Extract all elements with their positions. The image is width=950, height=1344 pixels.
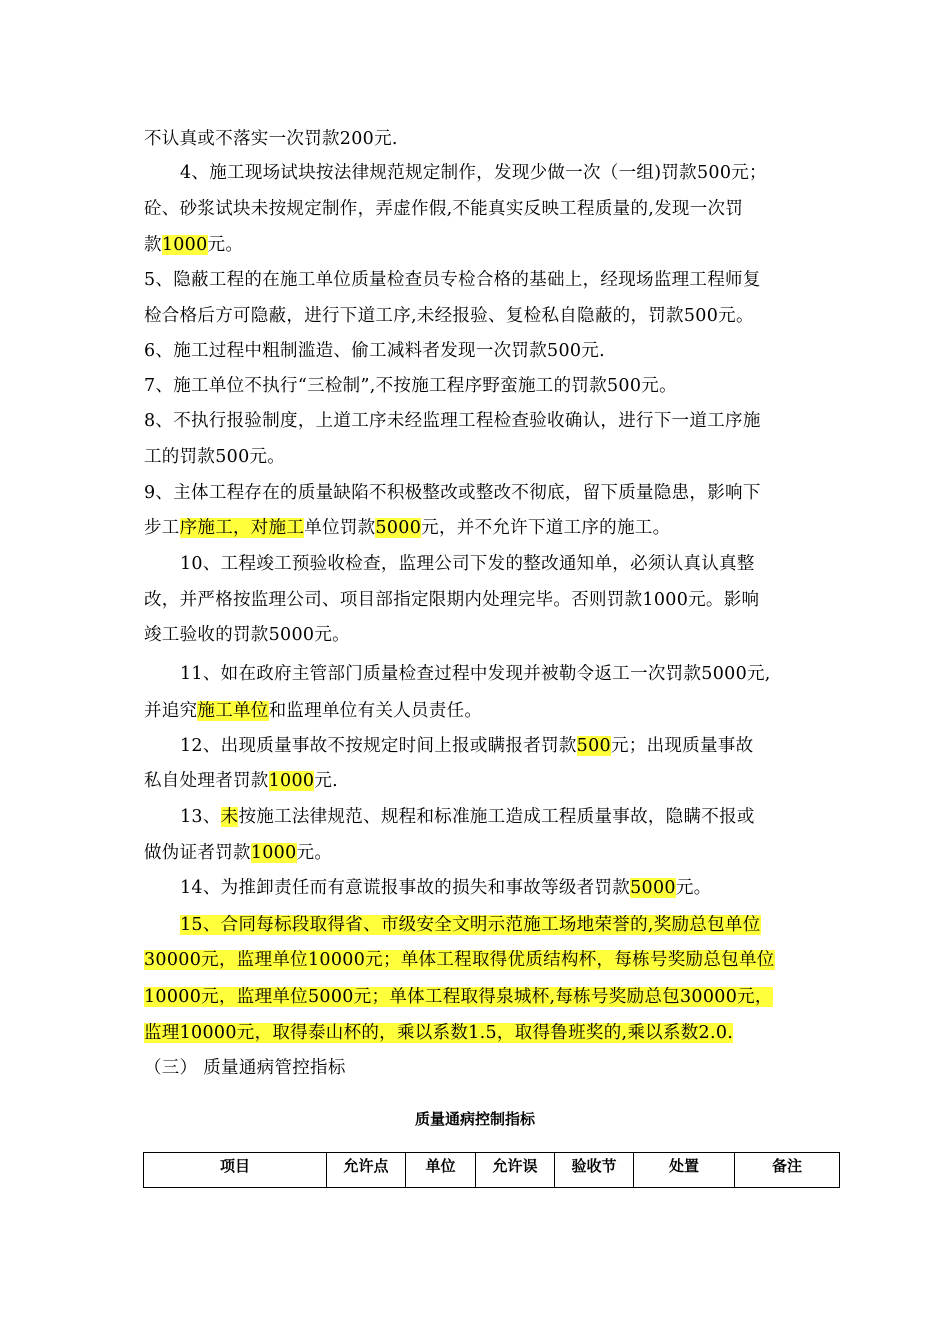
- text-line: 7、施工单位不执行“三检制”,不按施工程序野蛮施工的罚款500元。: [144, 376, 677, 396]
- table-header-row: [144, 1153, 840, 1188]
- text-line: 改，并严格按监理公司、项目部指定限期内处理完毕。否则罚款1000元。影响: [144, 590, 760, 610]
- text-line: 并追究施工单位和监理单位有关人员责任。: [144, 701, 483, 721]
- column-header: 验收节: [555, 1153, 634, 1188]
- text-line: 不认真或不落实一次罚款200元.: [144, 129, 398, 149]
- text-line: 14、为推卸责任而有意谎报事故的损失和事故等级者罚款5000元。: [180, 878, 712, 898]
- text-line: 13、未按施工法律规范、规程和标准施工造成工程质量事故，隐瞒不报或: [180, 807, 755, 827]
- text-line: 9、主体工程存在的质量缺陷不积极整改或整改不彻底，留下质量隐患，影响下: [144, 483, 761, 503]
- text-line: 砼、砂浆试块未按规定制作，弄虚作假,不能真实反映工程质量的,发现一次罚: [144, 199, 744, 219]
- text-line: 款1000元。: [144, 235, 244, 255]
- text-line: 12、出现质量事故不按规定时间上报或瞒报者罚款500元；出现质量事故: [180, 736, 754, 756]
- highlight: 10000元，监理单位5000元；单体工程取得泉城杯,每栋号奖励总包30000元，: [144, 987, 773, 1007]
- section-heading: （三） 质量通病管控指标: [144, 1058, 346, 1078]
- highlight: 施工单位: [197, 701, 269, 721]
- column-header: 单位: [406, 1153, 476, 1188]
- text-line: 竣工验收的罚款5000元。: [144, 625, 350, 645]
- indicators-table: [143, 1152, 840, 1188]
- highlight: 未: [220, 807, 239, 827]
- text-line: 5、隐蔽工程的在施工单位质量检查员专检合格的基础上，经现场监理工程师复: [144, 270, 761, 290]
- text-line: 8、不执行报验制度，上道工序未经监理工程检查验收确认，进行下一道工序施: [144, 411, 761, 431]
- column-header: 项目: [144, 1153, 327, 1188]
- text-line: 11、如在政府主管部门质量检查过程中发现并被勒令返工一次罚款5000元,: [180, 664, 771, 684]
- table-title: 质量通病控制指标: [414, 1110, 535, 1128]
- text-line: 4、施工现场试块按法律规范规定制作，发现少做一次（一组)罚款500元；: [180, 163, 767, 183]
- highlight: 15、合同每标段取得省、市级安全文明示范施工场地荣誉的,奖励总包单位: [180, 915, 761, 935]
- text-line: 检合格后方可隐蔽，进行下道工序,未经报验、复检私自隐蔽的，罚款500元。: [144, 306, 754, 326]
- column-header: 备注: [735, 1153, 840, 1188]
- highlight: 30000元，监理单位10000元；单体工程取得优质结构杯，每栋号奖励总包单位: [144, 950, 775, 970]
- highlight: 1000: [161, 235, 208, 255]
- text-line: 10、工程竣工预验收检查，监理公司下发的整改通知单，必须认真认真整: [180, 554, 755, 574]
- text-line: 步工序施工，对施工单位罚款5000元，并不允许下道工序的施工。: [144, 518, 671, 538]
- highlight: 500: [576, 736, 611, 756]
- text-line: 工的罚款500元。: [144, 447, 286, 467]
- highlight: 序施工，对施工: [179, 518, 305, 538]
- column-header: 允许点: [327, 1153, 406, 1188]
- highlight: 5000: [375, 518, 422, 538]
- text-line: [144, 948, 775, 972]
- column-header: 允许误: [476, 1153, 555, 1188]
- text-line: 6、施工过程中粗制滥造、偷工减料者发现一次罚款500元.: [144, 341, 605, 361]
- highlight: 5000: [630, 878, 676, 898]
- column-header: 处置: [634, 1153, 735, 1188]
- highlight: 1000: [250, 843, 297, 863]
- text-line: [180, 913, 761, 937]
- highlight: 监理10000元，取得泰山杯的，乘以系数1.5，取得鲁班奖的,乘以系数2.0.: [144, 1023, 734, 1043]
- text-line: [144, 1021, 733, 1045]
- text-line: [144, 985, 773, 1009]
- text-line: 做伪证者罚款1000元。: [144, 843, 333, 863]
- text-line: 私自处理者罚款1000元.: [144, 771, 339, 791]
- highlight: 1000: [268, 771, 315, 791]
